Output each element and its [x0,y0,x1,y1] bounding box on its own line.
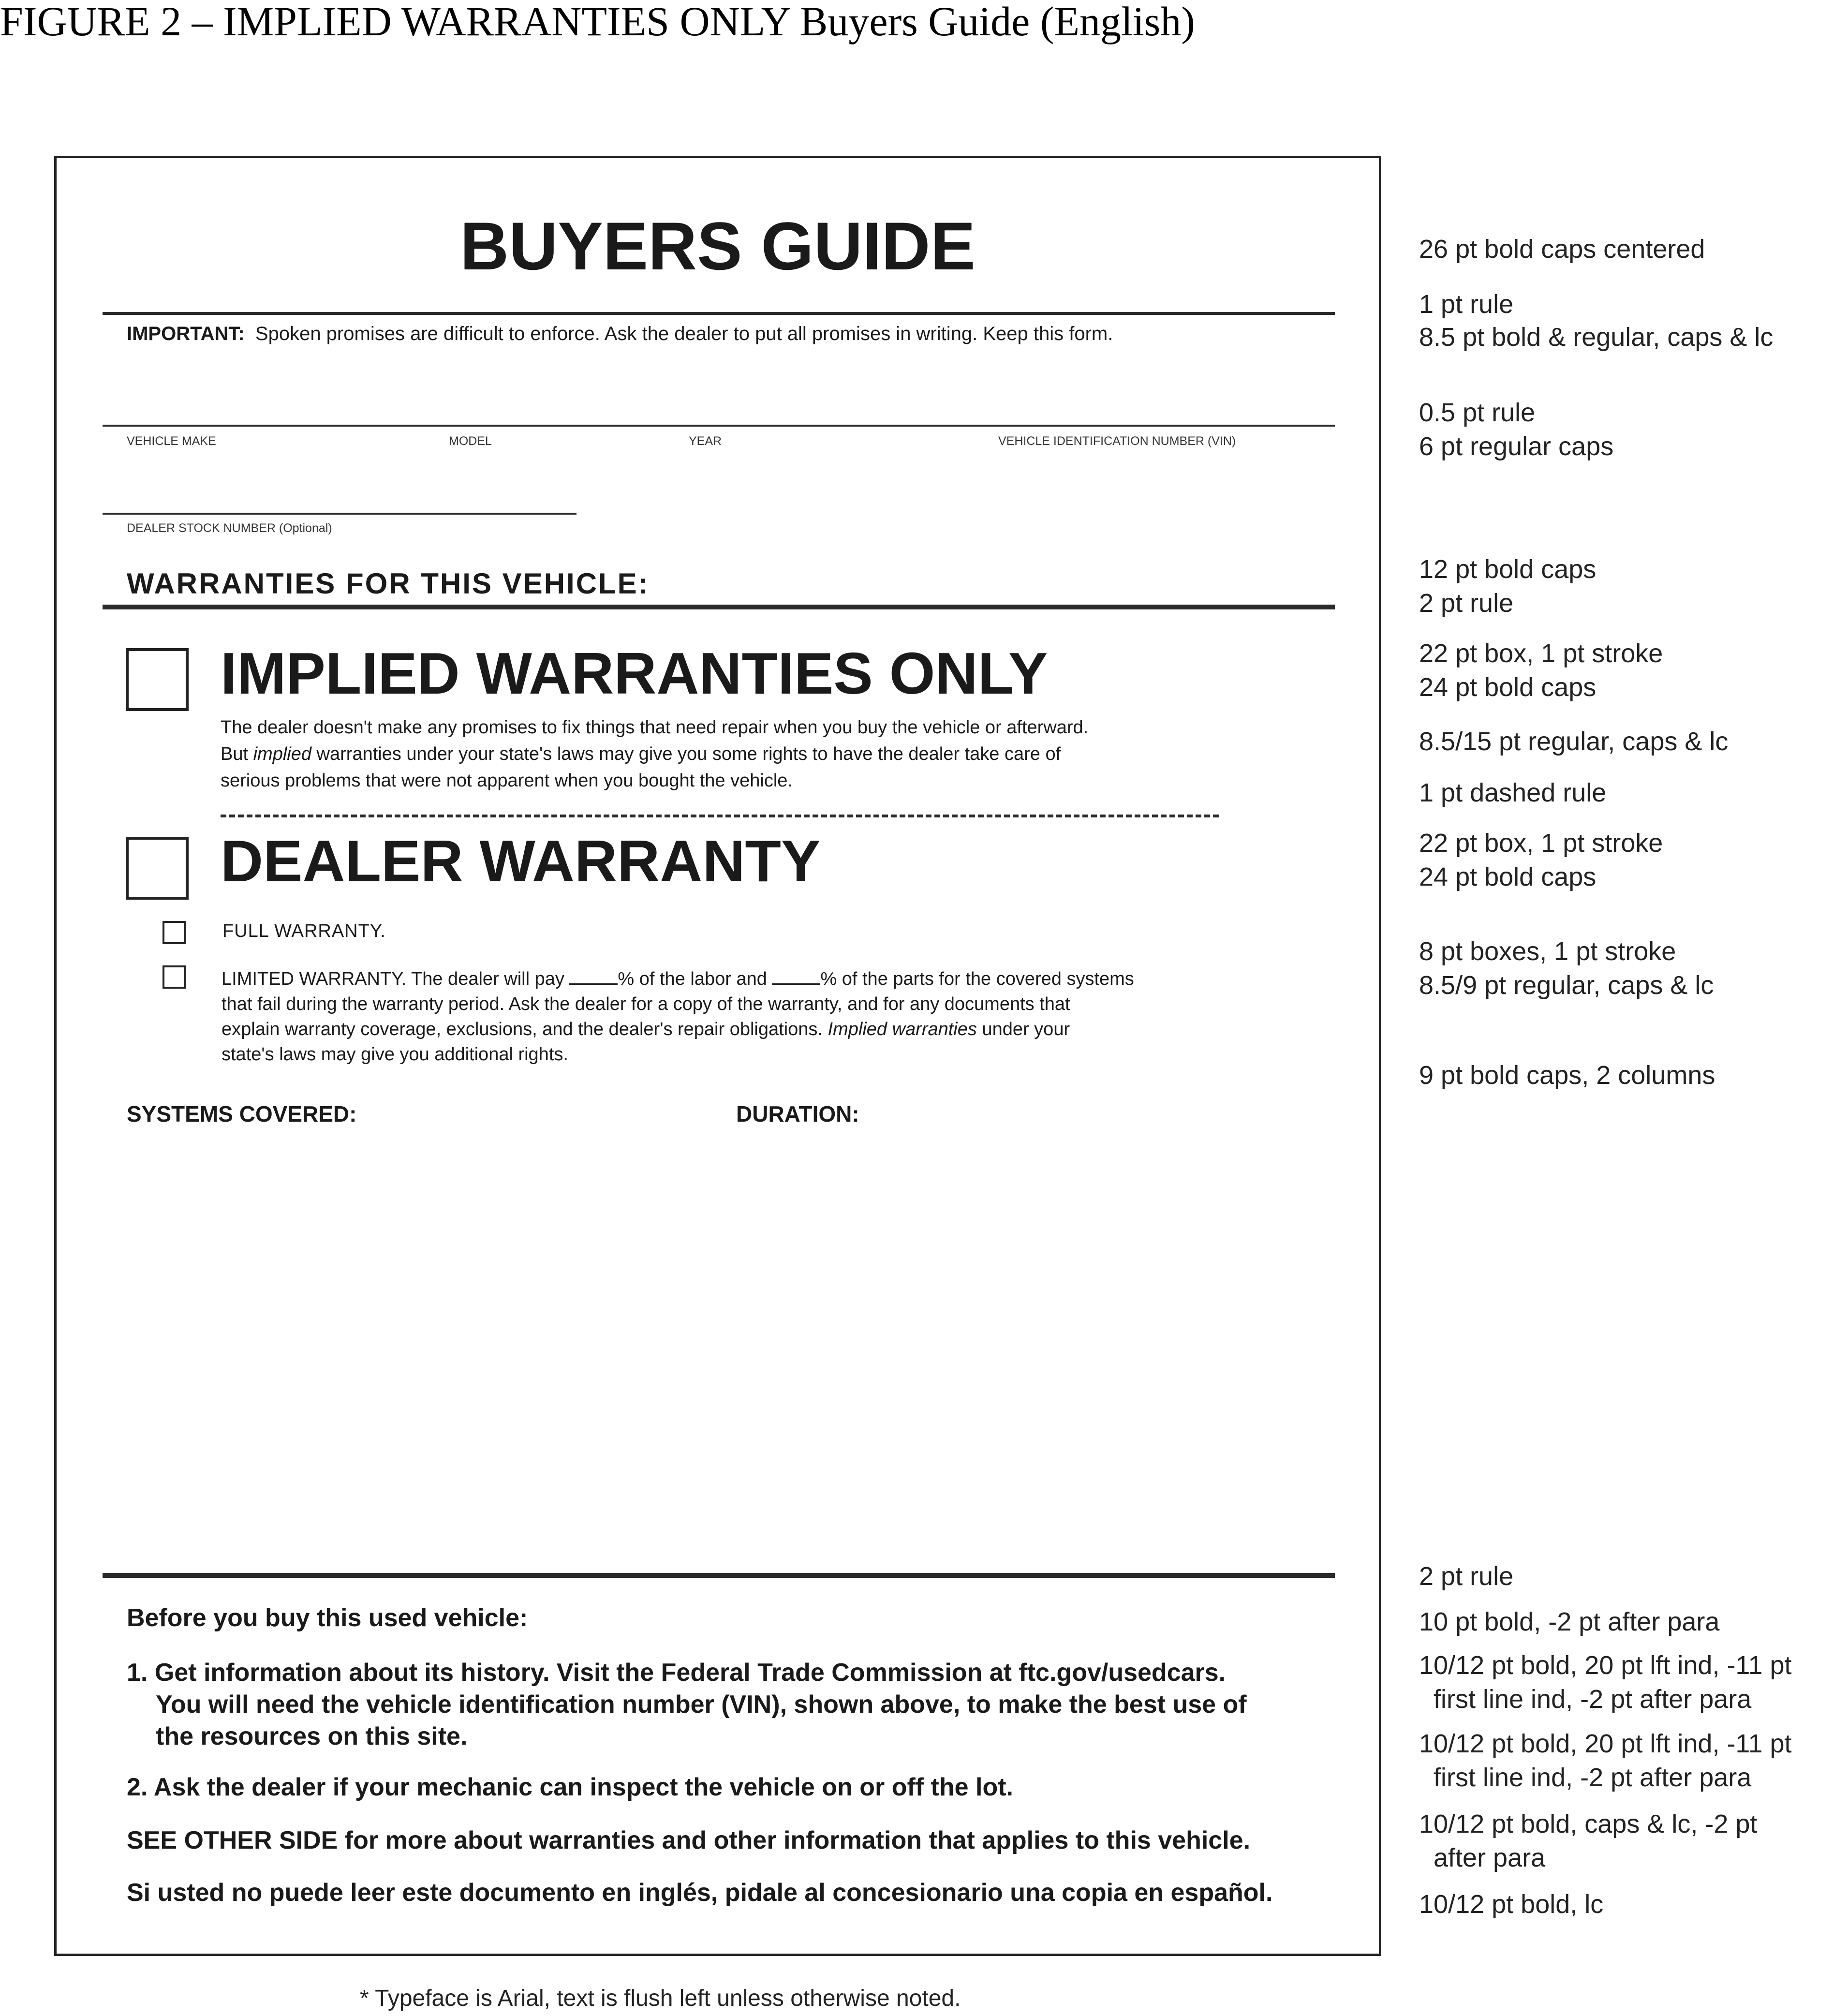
item-2: 2. Ask the dealer if your mechanic can inspect the vehicle on or off the lot. [127,1773,1013,1801]
implied-warranties-checkbox[interactable] [126,648,189,711]
spec-important: 8.5 pt bold & regular, caps & lc [1419,323,1774,352]
figure-caption: FIGURE 2 – IMPLIED WARRANTIES ONLY Buyers Guide (English) [0,0,1195,44]
item-1-line-3: the resources on this site. [156,1722,468,1750]
year-label: YEAR [689,434,722,448]
spec-rule-half: 0.5 pt rule [1419,398,1536,427]
spec-implied-text: 8.5/15 pt regular, caps & lc [1419,727,1729,756]
title-rule [103,312,1335,315]
spec-dashed-rule: 1 pt dashed rule [1419,778,1607,807]
dealer-stock-rule [103,513,577,515]
spec-fields: 6 pt regular caps [1419,432,1614,461]
limited-italic: Implied warranties [828,1019,977,1039]
see-other-side: SEE OTHER SIDE for more about warranties and other information that applies to this vehicle. [127,1826,1251,1854]
vin-label: VEHICLE IDENTIFICATION NUMBER (VIN) [998,434,1236,448]
implied-warranties-text [221,714,1314,794]
implied-text-line-3: serious problems that were not apparent when you bought the vehicle. [221,771,793,791]
limited-1b: % of the labor and [618,969,772,989]
full-warranty-checkbox[interactable] [163,921,186,944]
spec-item-2-line-2: first line ind, -2 pt after para [1434,1763,1752,1792]
implied-italic: implied [253,744,311,764]
spec-implied-box: 22 pt box, 1 pt stroke [1419,639,1663,668]
important-notice [127,323,1113,345]
limited-warranty-checkbox[interactable] [163,965,186,989]
limited-line-4: state's laws may give you additional rights. [222,1044,568,1065]
vehicle-fields-rule [103,425,1335,427]
dealer-stock-label: DEALER STOCK NUMBER (Optional) [127,521,332,535]
parts-percent-blank[interactable] [772,967,820,985]
implied-text-2a: But [221,744,253,764]
spec-item-2-line-1: 10/12 pt bold, 20 pt lft ind, -11 pt [1419,1729,1792,1758]
item-1-line-1: 1. Get information about its history. Visit the Federal Trade Commission at ftc.gov/usedcars. [127,1659,1226,1687]
before-heading: Before you buy this used vehicle: [127,1604,528,1632]
warranties-rule [103,605,1335,609]
spec-dealer-box: 22 pt box, 1 pt stroke [1419,829,1663,858]
implied-warranties-heading: IMPLIED WARRANTIES ONLY [221,640,1048,706]
spanish-notice: Si usted no puede leer este documento en inglés, pidale al concesionario una copia en español. [127,1879,1273,1907]
important-text: Spoken promises are difficult to enforce. Ask the dealer to put all promises in writing. Keep this form. [255,323,1113,344]
implied-text-line-1: The dealer doesn't make any promises to fix things that need repair when you buy the vehicle or afterward. [221,717,1089,738]
spec-item-1 [1419,1648,1830,1716]
spec-warranties-heading: 12 pt bold caps [1419,555,1596,584]
spec-small-boxes: 8 pt boxes, 1 pt stroke [1419,937,1676,966]
item-1 [127,1657,1307,1752]
spec-limited-text: 8.5/9 pt regular, caps & lc [1419,971,1714,1000]
vehicle-make-label: VEHICLE MAKE [127,434,216,448]
spec-see-other [1419,1807,1830,1875]
form-title: BUYERS GUIDE [460,208,976,284]
model-label: MODEL [449,434,492,448]
duration-label: DURATION: [736,1101,859,1127]
dealer-warranty-heading: DEALER WARRANTY [221,828,821,894]
limited-3b: under your [976,1019,1070,1039]
dashed-rule [221,815,1219,817]
spec-spanish: 10/12 pt bold, lc [1419,1890,1604,1919]
important-label: IMPORTANT: [127,323,245,344]
bottom-rule [103,1573,1335,1578]
limited-1a: LIMITED WARRANTY. The dealer will pay [222,969,570,989]
limited-line-2: that fail during the warranty period. Ask the dealer for a copy of the warranty, and for any documents that [222,994,1070,1014]
spec-item-2 [1419,1727,1830,1794]
spec-see-other-line-1: 10/12 pt bold, caps & lc, -2 pt [1419,1809,1758,1838]
limited-warranty-text [222,966,1319,1067]
spec-item-1-line-1: 10/12 pt bold, 20 pt lft ind, -11 pt [1419,1651,1792,1680]
implied-text-2b: warranties under your state's laws may give you some rights to have the dealer take care of [311,744,1061,764]
warranties-heading: WARRANTIES FOR THIS VEHICLE: [127,567,650,600]
spec-dealer-heading: 24 pt bold caps [1419,862,1596,891]
implied-text-line-2 [221,741,1314,768]
spec-rule-1pt: 1 pt rule [1419,290,1514,319]
labor-percent-blank[interactable] [569,967,618,985]
systems-covered-label: SYSTEMS COVERED: [127,1101,357,1127]
spec-item-1-line-2: first line ind, -2 pt after para [1434,1685,1752,1714]
limited-3a: explain warranty coverage, exclusions, and the dealer's repair obligations. [222,1019,828,1039]
spec-before-heading: 10 pt bold, -2 pt after para [1419,1607,1720,1636]
spec-title: 26 pt bold caps centered [1419,235,1705,264]
limited-line-3 [222,1017,1319,1042]
spec-bottom-rule: 2 pt rule [1419,1562,1514,1591]
limited-line-1 [222,966,1319,992]
footnote: * Typeface is Arial, text is flush left unless otherwise noted. [360,1986,961,2011]
spec-rule-2pt: 2 pt rule [1419,589,1514,618]
full-warranty-label: FULL WARRANTY. [222,921,386,941]
spec-see-other-line-2: after para [1434,1843,1546,1872]
spec-implied-heading: 24 pt bold caps [1419,673,1596,702]
item-1-line-2: You will need the vehicle identification number (VIN), shown above, to make the best use of [156,1690,1247,1719]
limited-1c: % of the parts for the covered systems [820,969,1134,989]
dealer-warranty-checkbox[interactable] [126,837,189,900]
spec-columns: 9 pt bold caps, 2 columns [1419,1061,1715,1090]
